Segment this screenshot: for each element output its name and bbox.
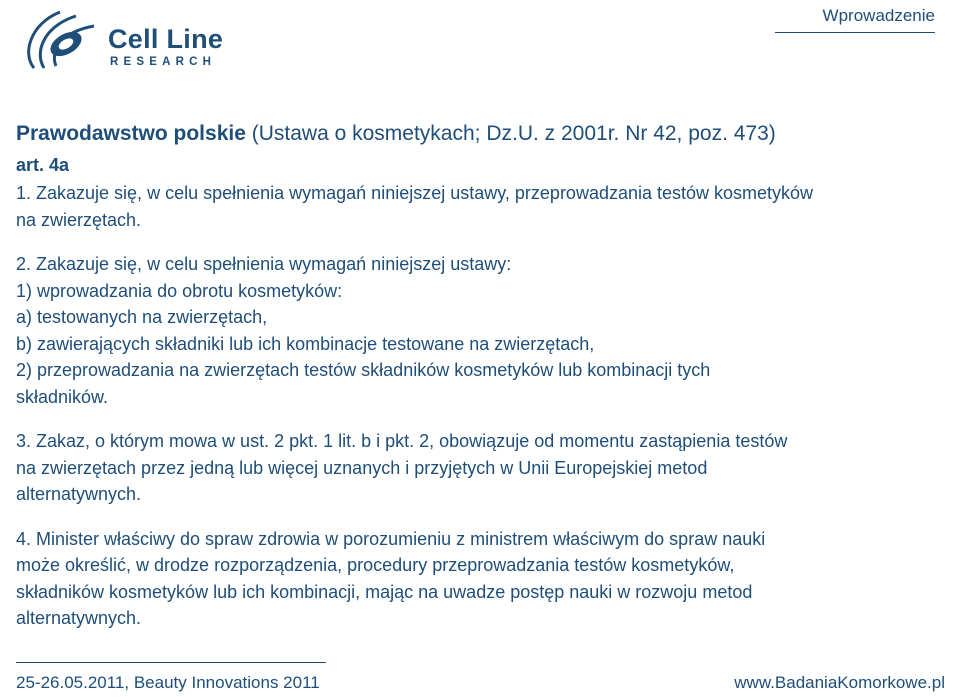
company-logo [16,6,224,74]
logo-title: Cell Line [108,24,224,54]
paragraph-1 [16,180,946,233]
section-title: Wprowadzenie [775,6,935,33]
cell-logo-icon [16,6,106,74]
heading-bold: Prawodawstwo polskie [16,122,246,145]
text-line: składników. [16,386,109,407]
text-line: a) testowanych na zwierzętach, [16,307,268,327]
text-line: 3. Zakaz, o którym mowa w ust. 2 pkt. 1 lit. b i pkt. 2, obowiązuje od momentu zastąpienia testów [16,431,788,451]
logo-subtitle: RESEARCH [110,56,217,68]
text-line: alternatywnych. [16,608,142,628]
text-line: 4. Minister właściwy do spraw zdrowia w porozumieniu z ministrem właściwym do spraw nauki [16,528,766,549]
text-line: b) zawierających składniki lub ich kombinacje testowane na zwierzętach, [16,333,595,354]
footer-event: 25-26.05.2011, Beauty Innovations 2011 [16,662,326,693]
paragraph-2 [16,251,946,410]
paragraph-3 [16,428,946,508]
article-label: art. 4a [16,155,70,175]
text-line: na zwierzętach. [16,209,142,230]
text-line: 2) przeprowadzania na zwierzętach testów składników kosmetyków lub kombinacji tych [16,360,711,380]
text-line: alternatywnych. [16,484,142,504]
slide-heading [16,120,946,148]
text-line: 1) wprowadzania do obrotu kosmetyków: [16,280,343,301]
text-line: 2. Zakazuje się, w celu spełnienia wymagań niniejszej ustawy: [16,254,512,274]
paragraph-4 [16,526,946,632]
heading-citation: (Ustawa o kosmetykach; Dz.U. z 2001r. Nr 42, poz. 473) [245,122,776,145]
slide-content [16,120,946,632]
text-line: może określić, w drodze rozporządzenia, procedury przeprowadzania testów kosmetyków, [16,555,735,575]
footer-website: www.BadaniaKomorkowe.pl [734,673,945,692]
text-line: składników kosmetyków lub ich kombinacji, mając na uwadze postęp nauki w rozwoju metod [16,581,753,602]
text-line: 1. Zakazuje się, w celu spełnienia wymagań niniejszej ustawy, przeprowadzania testów kosmetyków [16,183,814,203]
text-line: na zwierzętach przez jedną lub więcej uznanych i przyjętych w Unii Europejskiej metod [16,457,708,478]
